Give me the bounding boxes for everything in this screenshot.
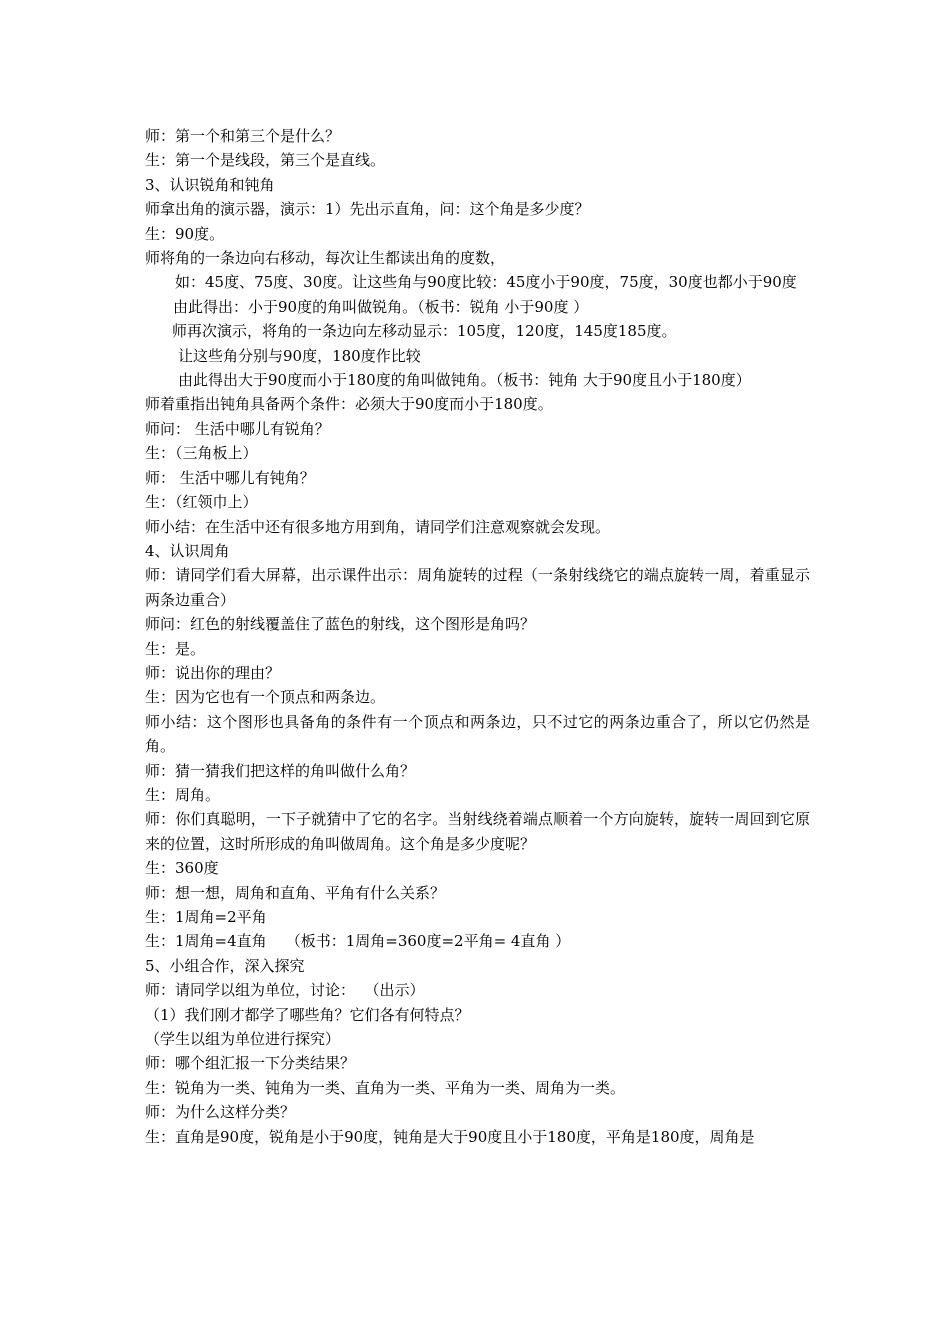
text-line: 如：45度、75度、30度。让这些角与90度比较：45度小于90度，75度，30度也都小于90度 xyxy=(175,273,797,292)
text-line: 师问： 生活中哪儿有锐角？ xyxy=(145,419,330,438)
text-line: 师再次演示，将角的一条边向左移动显示：105度，120度，145度185度。 xyxy=(172,322,677,341)
text-line: 生：1周角=4直角 （板书：1周角=360度=2平角= 4直角 ） xyxy=(145,932,571,951)
text-line: 师：说出你的理由？ xyxy=(145,663,281,682)
text-line: （学生以组为单位进行探究） xyxy=(145,1030,341,1049)
text-line: 生：因为它也有一个顶点和两条边。 xyxy=(145,688,386,707)
text-line: 师问：红色的射线覆盖住了蓝色的射线，这个图形是角吗？ xyxy=(145,615,536,634)
text-line: 师：第一个和第三个是什么？ xyxy=(145,127,341,145)
document-body xyxy=(145,124,810,1149)
text-line: 师：想一想，周角和直角、平角有什么关系？ xyxy=(145,883,446,902)
text-line: 生：直角是90度，锐角是小于90度，钝角是大于90度且小于180度，平角是180度，周角是 xyxy=(145,1127,755,1146)
text-line: 生：是。 xyxy=(145,639,206,658)
section-heading: 4、认识周角 xyxy=(145,541,230,560)
text-line: 师将角的一条边向右移动，每次让生都读出角的度数， xyxy=(145,249,506,268)
text-line: 生：360度 xyxy=(145,859,219,878)
text-paragraph xyxy=(145,368,810,392)
text-line: 师着重指出钝角具备两个条件：必须大于90度而小于180度。 xyxy=(145,395,553,414)
text-line: 生：（三角板上） xyxy=(145,444,258,463)
text-line: 生：（红领巾上） xyxy=(145,493,258,512)
text-line: 让这些角分别与90度，180度作比较 xyxy=(178,346,421,365)
text-line: 师：哪个组汇报一下分类结果？ xyxy=(145,1054,356,1073)
text-paragraph: 师：请同学们看大屏幕，出示课件出示：周角旋转的过程（一条射线绕它的端点旋转一周，着重显示两条边重合） xyxy=(145,566,810,609)
text-line: 由此得出大于90度而小于180度的角叫做钝角。（板书：钝角 大于90度且小于180度） xyxy=(178,371,751,390)
text-line: （1）我们刚才都学了哪些角？它们各有何特点？ xyxy=(145,1005,470,1024)
text-line: 生：1周角=2平角 xyxy=(145,908,267,926)
text-paragraph: 师小结：这个图形也具备角的条件有一个顶点和两条边，只不过它的两条边重合了，所以它仍然是角。 xyxy=(145,712,810,756)
text-line: 生：周角。 xyxy=(145,785,221,804)
text-line: 由此得出：小于90度的角叫做锐角。（板书：锐角 小于90度 ） xyxy=(173,297,589,316)
text-line: 师： 生活中哪儿有钝角？ xyxy=(145,468,315,487)
section-heading: 5、小组合作，深入探究 xyxy=(145,956,305,975)
text-line: 师：为什么这样分类？ xyxy=(145,1103,296,1122)
text-line: 师：猜一猜我们把这样的角叫做什么角？ xyxy=(145,761,416,780)
text-paragraph: 师：你们真聪明，一下子就猜中了它的名字。当射线绕着端点顺着一个方向旋转，旋转一周回到它原来的位置，这时所形成的角叫做周角。这个角是多少度呢？ xyxy=(145,810,810,853)
text-line: 师小结：在生活中还有很多地方用到角，请同学们注意观察就会发现。 xyxy=(145,517,611,536)
text-line: 师拿出角的演示器，演示：1）先出示直角，问：这个角是多少度？ xyxy=(145,200,590,219)
section-heading: 3、认识锐角和钝角 xyxy=(145,175,275,194)
text-line: 生：第一个是线段，第三个是直线。 xyxy=(145,151,386,170)
text-paragraph xyxy=(145,270,810,294)
text-line: 生：锐角为一类、钝角为一类、直角为一类、平角为一类、周角为一类。 xyxy=(145,1078,626,1097)
text-line: 生：90度。 xyxy=(145,224,225,243)
text-line: 师：请同学以组为单位，讨论： （出示） xyxy=(145,981,425,1000)
